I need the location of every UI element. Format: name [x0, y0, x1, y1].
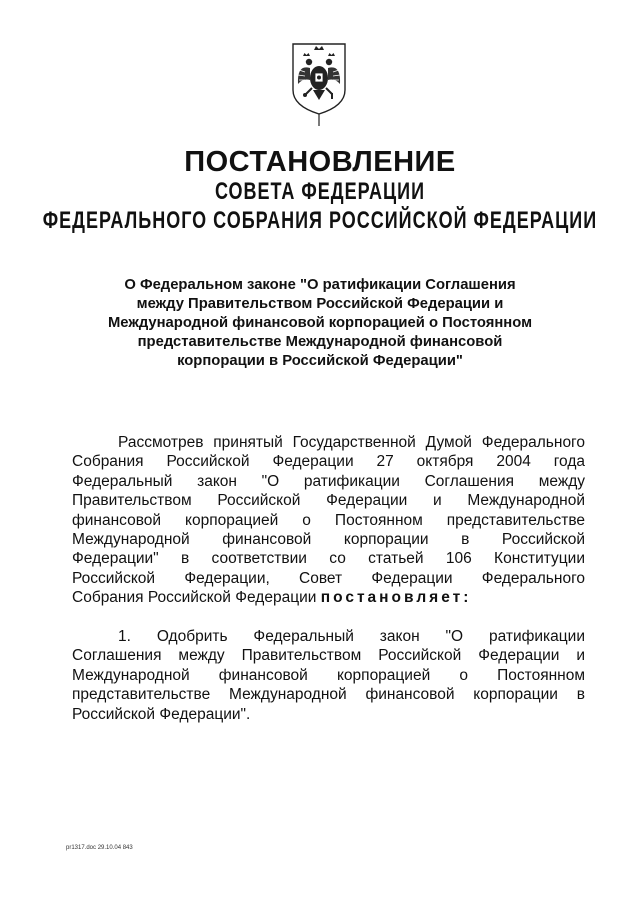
issuer-line-1: СОВЕТА ФЕДЕРАЦИИ — [214, 177, 426, 205]
preamble-paragraph — [72, 433, 585, 608]
subject-line: Международной финансовой корпорацией о Постоянном — [107, 315, 533, 331]
body-line: Российской Федерации, Совет Федерации Федерального — [72, 569, 585, 587]
body-line: Российской Федерации". — [72, 705, 251, 723]
subject-line: корпорации в Российской Федерации" — [177, 353, 463, 369]
russian-coat-of-arms-icon — [279, 40, 359, 130]
body-line: 1. Одобрить Федеральный закон "О ратификации — [118, 628, 585, 645]
document-subject — [90, 276, 550, 371]
body-line: Собрания Российской Федерации 27 октября 2004 года — [72, 453, 585, 471]
issuer-line-2: ФЕДЕРАЛЬНОГО СОБРАНИЯ РОССИЙСКОЙ ФЕДЕРАЦИИ — [42, 206, 598, 234]
body-line: Соглашения между Правительством Российской Федерации и — [72, 647, 585, 665]
body-line: Правительством Российской Федерации и Международной — [72, 492, 585, 510]
document-title: ПОСТАНОВЛЕНИЕ — [184, 146, 456, 178]
decree-word: постановляет: — [320, 589, 472, 607]
body-line: представительстве Международной финансовой корпорации в — [72, 686, 585, 704]
subject-line: О Федеральном законе "О ратификации Соглашения — [124, 277, 516, 293]
body-line: Собрания Российской Федерации — [72, 589, 317, 607]
subject-line: представительстве Международной финансовой — [137, 334, 503, 350]
body-line: Рассмотрев принятый Государственной Думой Федерального — [118, 434, 585, 451]
coat-of-arms-emblem — [279, 40, 359, 130]
body-line: Федерации" в соответствии со статьей 106 Конституции — [72, 550, 585, 568]
body-line: Международной финансовой корпорацией о Постоянном — [72, 666, 585, 684]
body-line-final — [72, 588, 585, 607]
subject-line: между Правительством Российской Федерации и — [136, 296, 504, 312]
file-reference: pr1317.doc 29.10.04 843 — [66, 845, 133, 851]
resolution-item-1 — [72, 627, 585, 724]
body-line: Федеральный закон "О ратификации Соглашения между — [72, 472, 585, 490]
body-line: Международной финансовой корпорации в Российской — [72, 530, 585, 548]
body-line: финансовой корпорацией о Постоянном представительстве — [72, 511, 585, 529]
